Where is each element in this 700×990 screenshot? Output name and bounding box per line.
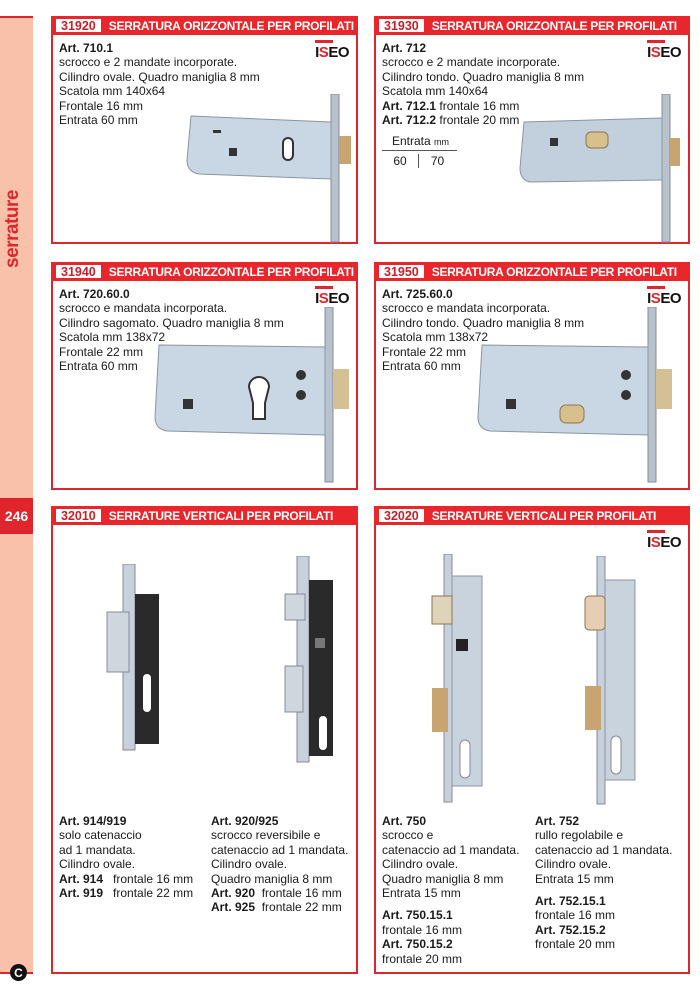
section-label: serrature	[2, 190, 23, 268]
product-code: 31950	[378, 264, 425, 279]
product-914-919: Art. 914/919 solo catenaccio ad 1 mandata. Cilindro ovale. Art. 914 frontale 16 mm Art. 919 frontale 22 mm	[59, 814, 194, 901]
iseo-logo-icon: ISEO	[315, 41, 349, 61]
iseo-logo-icon: ISEO	[647, 41, 681, 61]
article-number: Art. 710.1	[59, 41, 114, 55]
box-header	[51, 16, 358, 35]
product-box-31940	[51, 262, 358, 490]
box-title: SERRATURA ORIZZONTALE PER PROFILATI	[108, 264, 354, 279]
box-header	[374, 16, 690, 35]
product-code: 31940	[55, 264, 102, 279]
product-description: Art. 720.60.0 scrocco e mandata incorporata. Cilindro sagomato. Quadro maniglia 8 mm Scatola mm 138x72 Frontale 22 mm Entrata 60 mm	[59, 287, 284, 374]
vertical-lock-image-752	[581, 556, 641, 806]
horizontal-lock-image	[516, 94, 686, 244]
product-box-31930	[374, 16, 690, 244]
box-title: SERRATURE VERTICALI PER PROFILATI	[108, 508, 334, 523]
product-box-32010	[51, 506, 358, 974]
product-description: Art. 725.60.0 scrocco e mandata incorporata. Cilindro tondo. Quadro maniglia 8 mm Scatola mm 138x72 Frontale 22 mm Entrata 60 mm	[382, 287, 585, 374]
box-title: SERRATURA ORIZZONTALE PER PROFILATI	[431, 18, 677, 33]
product-box-31920	[51, 16, 358, 244]
product-box-31950	[374, 262, 690, 490]
vertical-lock-image-920	[283, 556, 343, 766]
product-752: Art. 752 rullo regolabile e catenaccio ad 1 mandata. Cilindro ovale. Entrata 15 mm Art. 752.15.1 frontale 16 mm Art. 752.15.2 frontale 20 mm	[535, 814, 673, 952]
product-920-925: Art. 920/925 scrocco reversibile e catenaccio ad 1 mandata. Cilindro ovale. Quadro maniglia 8 mm Art. 920 frontale 16 mm Art. 925 frontale 22 mm	[211, 814, 349, 915]
entrata-table: Entrata mm 60 70	[382, 134, 457, 168]
iseo-logo-icon: ISEO	[647, 287, 681, 307]
iseo-logo-icon: ISEO	[647, 531, 681, 551]
box-header	[51, 506, 358, 525]
product-code: 31920	[55, 18, 102, 33]
product-code: 32020	[378, 508, 425, 523]
product-750: Art. 750 scrocco e catenaccio ad 1 mandata. Cilindro ovale. Quadro maniglia 8 mm Entrata 15 mm Art. 750.15.1 frontale 16 mm Art. 750.15.2 frontale 20 mm	[382, 814, 520, 966]
box-title: SERRATURA ORIZZONTALE PER PROFILATI	[108, 18, 354, 33]
product-code: 32010	[55, 508, 102, 523]
box-title: SERRATURA ORIZZONTALE PER PROFILATI	[431, 264, 677, 279]
horizontal-lock-image	[476, 307, 676, 487]
product-code: 31930	[378, 18, 425, 33]
sidebar	[0, 16, 33, 980]
box-header	[374, 506, 690, 525]
product-box-32020	[374, 506, 690, 974]
box-header	[374, 262, 690, 281]
vertical-lock-image-914	[103, 564, 163, 754]
vertical-lock-image-750	[428, 554, 488, 804]
product-description: Art. 712 scrocco e 2 mandate incorporate. Cilindro tondo. Quadro maniglia 8 mm Scatola mm 140x64 Art. 712.1 frontale 16 mm Art. 712.2 frontale 20 mm	[382, 41, 585, 128]
box-header	[51, 262, 358, 281]
catalog-logo-icon: C	[10, 964, 27, 981]
page-number: 246	[0, 498, 33, 534]
horizontal-lock-image	[183, 94, 353, 244]
box-title: SERRATURE VERTICALI PER PROFILATI	[431, 508, 657, 523]
product-description: Art. 710.1 scrocco e 2 mandate incorporate. Cilindro ovale. Quadro maniglia 8 mm Scatola mm 140x64 Frontale 16 mm Entrata 60 mm	[59, 41, 260, 128]
horizontal-lock-image	[153, 307, 353, 487]
iseo-logo-icon: ISEO	[315, 287, 349, 307]
